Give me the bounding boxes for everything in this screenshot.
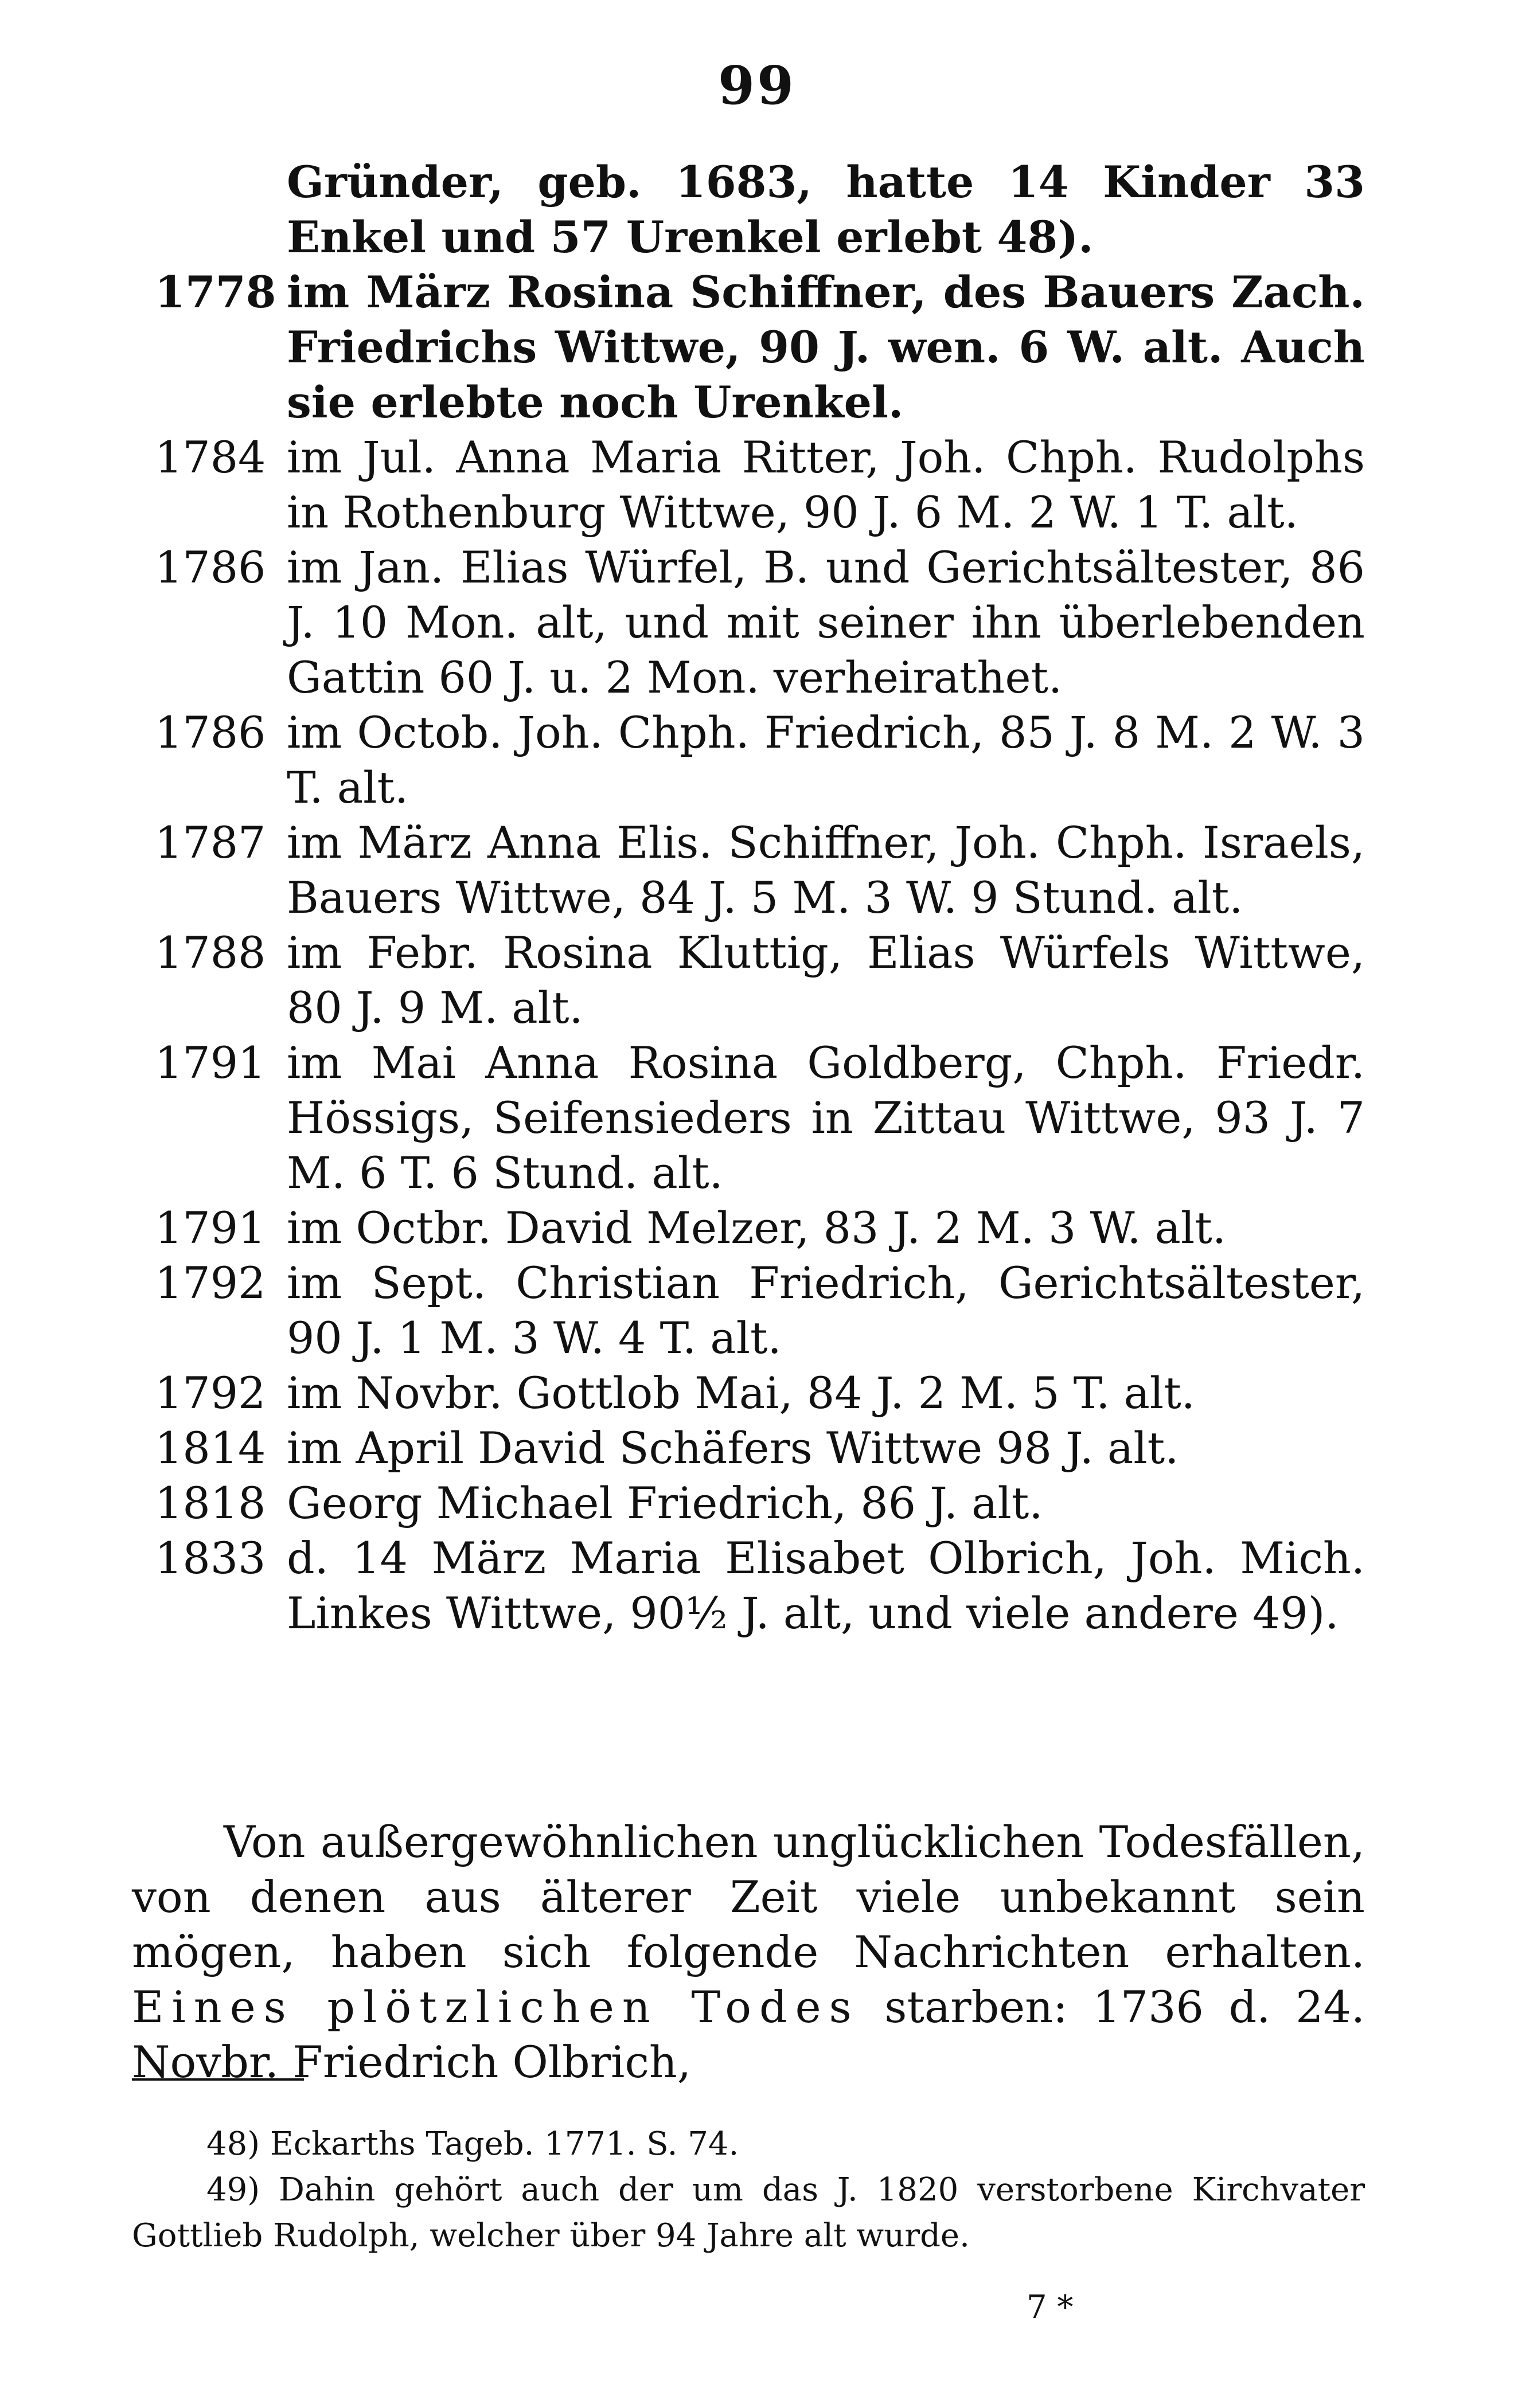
list-item: [155, 1366, 1365, 1421]
entry-year: 1814: [155, 1422, 266, 1473]
list-item: [155, 265, 1365, 430]
list-item: [155, 1421, 1365, 1476]
entry-year: 1788: [155, 927, 266, 978]
printer-signature-mark: 7 *: [1027, 2289, 1074, 2326]
footnote-divider: [132, 2078, 304, 2081]
list-item: [155, 1256, 1365, 1366]
entry-text: Gründer, geb. 1683, hatte 14 Kinder 33 Enkel und 57 Urenkel erlebt 48).: [287, 157, 1365, 263]
entry-year: 1787: [155, 817, 266, 868]
entry-text: im Octbr. David Melzer, 83 J. 2 M. 3 W. alt.: [287, 1202, 1226, 1253]
death-records-list: [155, 155, 1365, 1641]
entry-year: 1818: [155, 1477, 266, 1529]
entry-text: im März Anna Elis. Schiffner, Joh. Chph. Israels, Bauers Wittwe, 84 J. 5 M. 3 W. 9 Stund. alt.: [287, 817, 1365, 923]
list-item: [155, 925, 1365, 1035]
entry-year: 1792: [155, 1257, 266, 1308]
entry-text: d. 14 März Maria Elisabet Olbrich, Joh. Mich. Linkes Wittwe, 90½ J. alt, und viele andere 49).: [287, 1533, 1365, 1639]
entry-text: im Octob. Joh. Chph. Friedrich, 85 J. 8 M. 2 W. 3 T. alt.: [287, 707, 1365, 813]
entry-year: 1791: [155, 1202, 266, 1253]
entry-text: im Novbr. Gottlob Mai, 84 J. 2 M. 5 T. alt.: [287, 1367, 1195, 1418]
paragraph-text: Von außergewöhnlichen unglücklichen Todesfällen, von denen aus älterer Zeit viele unbekannt sein mögen, haben sich folgende Nachrichten erhalten.: [132, 1816, 1365, 1977]
entry-text: im April David Schäfers Wittwe 98 J. alt.: [287, 1422, 1179, 1473]
page-number: 99: [717, 54, 797, 116]
list-item: [155, 430, 1365, 540]
entry-text: im Jul. Anna Maria Ritter, Joh. Chph. Rudolphs in Rothenburg Wittwe, 90 J. 6 M. 2 W. 1 T. alt.: [287, 432, 1365, 538]
footnotes: [132, 2121, 1365, 2259]
entry-year: 1792: [155, 1367, 266, 1418]
body-paragraph: [132, 1815, 1365, 2090]
entry-year: 1791: [155, 1037, 266, 1088]
entry-text: Georg Michael Friedrich, 86 J. alt.: [287, 1477, 1043, 1529]
list-item: [155, 705, 1365, 815]
list-item: [155, 1476, 1365, 1531]
entry-year: 1786: [155, 707, 266, 758]
list-item: [155, 540, 1365, 705]
entry-year: 1833: [155, 1533, 266, 1584]
list-item: [155, 815, 1365, 925]
entry-year: 1784: [155, 432, 266, 483]
list-item: [155, 1035, 1365, 1201]
entry-text: im Febr. Rosina Kluttig, Elias Würfels Wittwe, 80 J. 9 M. alt.: [287, 927, 1365, 1033]
list-item: [155, 1201, 1365, 1256]
entry-year: 1786: [155, 542, 266, 593]
footnote-49: 49) Dahin gehört auch der um das J. 1820 verstorbene Kirchvater Gottlieb Rudolph, welcher über 94 Jahre alt wurde.: [132, 2171, 1365, 2254]
paragraph-text-continued: starben: 1736 d. 24. Novbr. Friedrich Olbrich,: [132, 1981, 1365, 2088]
entry-year: 1778: [155, 267, 276, 318]
entry-text: im Jan. Elias Würfel, B. und Gerichtsältester, 86 J. 10 Mon. alt, und mit seiner ihn überlebenden Gattin 60 J. u. 2 Mon. verheirathet.: [287, 542, 1365, 703]
list-item: [155, 1531, 1365, 1641]
list-item: [155, 155, 1365, 265]
entry-text: im Mai Anna Rosina Goldberg, Chph. Friedr. Hössigs, Seifensieders in Zittau Wittwe, 93 J. 7 M. 6 T. 6 Stund. alt.: [287, 1037, 1365, 1198]
entry-text: im März Rosina Schiffner, des Bauers Zach. Friedrichs Wittwe, 90 J. wen. 6 W. alt. Auch sie erlebte noch Urenkel.: [287, 267, 1365, 428]
entry-text: im Sept. Christian Friedrich, Gerichtsältester, 90 J. 1 M. 3 W. 4 T. alt.: [287, 1257, 1365, 1363]
emphasized-text: Eines plötzlichen Todes: [132, 1981, 860, 2032]
footnote-48: 48) Eckarths Tageb. 1771. S. 74.: [206, 2125, 739, 2163]
